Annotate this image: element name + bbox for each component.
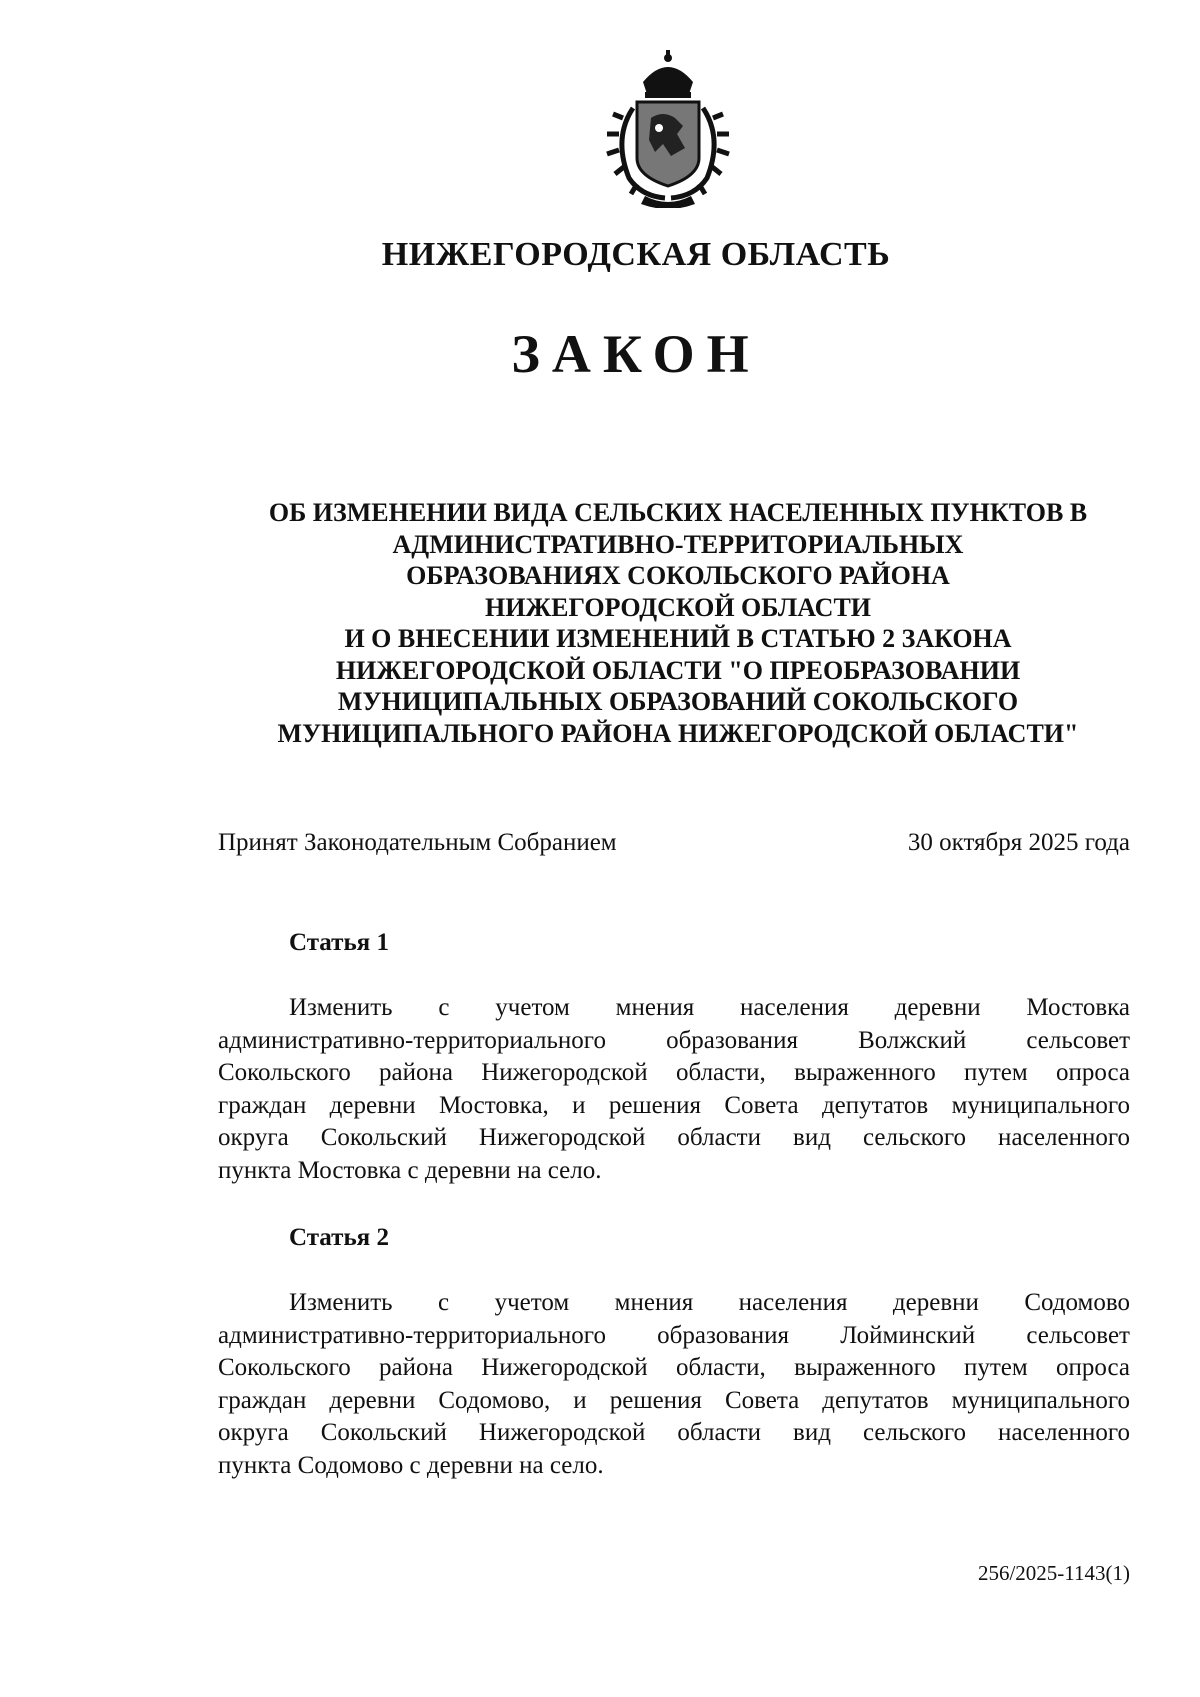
article-2-line: административно-территориального образования Лойминский сельсовет [218, 1321, 1130, 1349]
article-2-line: Изменить с учетом мнения населения деревни Содомово [289, 1289, 1130, 1316]
law-subject-line: И О ВНЕСЕНИИ ИЗМЕНЕНИЙ В СТАТЬЮ 2 ЗАКОНА [344, 624, 1012, 653]
article-1-heading: Статья 1 [289, 929, 389, 956]
law-subject-line: МУНИЦИПАЛЬНОГО РАЙОНА НИЖЕГОРОДСКОЙ ОБЛАСТИ" [277, 718, 1079, 748]
article-1-line: граждан деревни Мостовка, и решения Совета депутатов муниципального [218, 1091, 1130, 1119]
article-2-line: округа Сокольский Нижегородской области вид сельского населенного [218, 1419, 1130, 1446]
article-2-body [218, 1287, 1130, 1482]
article-1-body [218, 992, 1130, 1187]
article-2-line: граждан деревни Содомово, и решения Совета депутатов муниципального [218, 1386, 1130, 1414]
law-subject-line: ОБРАЗОВАНИЯХ СОКОЛЬСКОГО РАЙОНА [406, 561, 950, 590]
law-subject-title [222, 497, 1134, 749]
coat-of-arms-emblem [593, 48, 743, 208]
article-1-line: Сокольского района Нижегородской области, выраженного путем опроса [218, 1059, 1130, 1086]
law-subject-line: АДМИНИСТРАТИВНО-ТЕРРИТОРИАЛЬНЫХ [392, 529, 964, 559]
region-title: НИЖЕГОРОДСКАЯ ОБЛАСТЬ [381, 236, 891, 273]
adopted-by: Принят Законодательным Собранием [218, 829, 617, 856]
law-subject-line: НИЖЕГОРОДСКОЙ ОБЛАСТИ "О ПРЕОБРАЗОВАНИИ [335, 655, 1021, 685]
article-1-line: пункта Мостовка с деревни на село. [218, 1156, 602, 1184]
law-subject-line: НИЖЕГОРОДСКОЙ ОБЛАСТИ [484, 592, 872, 622]
article-2-heading: Статья 2 [289, 1224, 389, 1251]
article-1-line: административно-территориального образования Волжский сельсовет [218, 1026, 1130, 1054]
document-number: 256/2025-1143(1) [977, 1561, 1130, 1585]
article-1-line: округа Сокольский Нижегородской области вид сельского населенного [218, 1124, 1130, 1151]
law-title: ЗАКОН [511, 324, 761, 384]
law-subject-line: МУНИЦИПАЛЬНЫХ ОБРАЗОВАНИЙ СОКОЛЬСКОГО [337, 687, 1019, 716]
article-1-line: Изменить с учетом мнения населения деревни Мостовка [289, 994, 1130, 1021]
article-2-line: Сокольского района Нижегородской области, выраженного путем опроса [218, 1354, 1130, 1381]
article-2-line: пункта Содомово с деревни на село. [218, 1451, 604, 1479]
law-subject-line: ОБ ИЗМЕНЕНИИ ВИДА СЕЛЬСКИХ НАСЕЛЕННЫХ ПУНКТОВ В [268, 498, 1088, 527]
adoption-date: 30 октября 2025 года [907, 829, 1130, 856]
